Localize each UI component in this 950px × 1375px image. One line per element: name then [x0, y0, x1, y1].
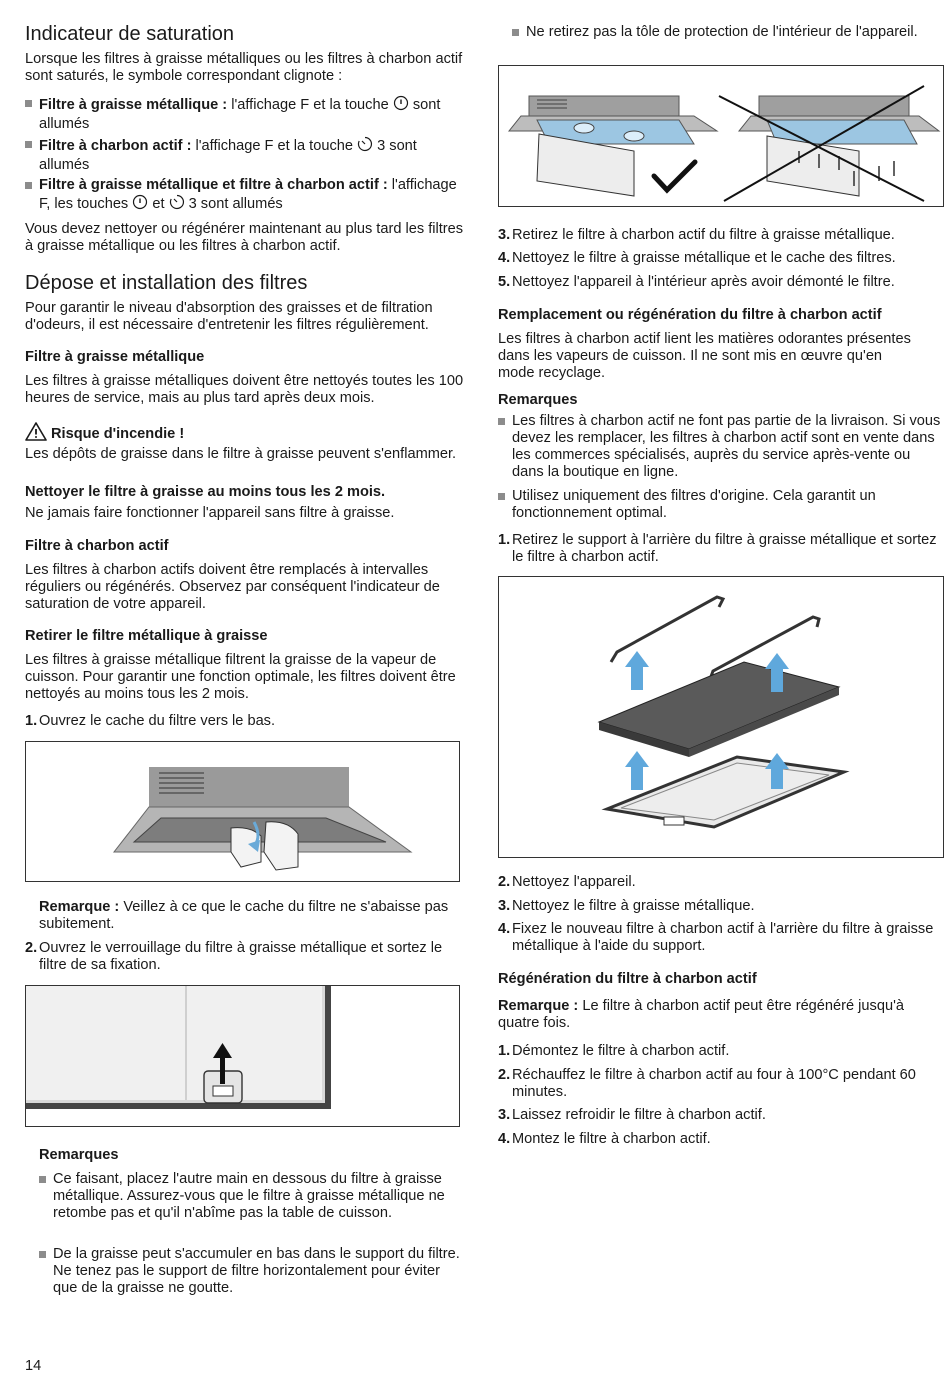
saturation-bullet-both: Filtre à graisse métallique et filtre à charbon actif : l'affichage F, les touches et 3 sont allumés — [25, 177, 468, 215]
remove-grease-filter-text: Les filtres à graisse métallique filtrent la graisse de la vapeur de cuisson. Pour garantir une fonction optimale, les filtres doivent être nettoyés au moins tous les 2 mois. — [25, 652, 456, 702]
heading-grease-filter: Filtre à graisse métallique — [25, 349, 205, 365]
step-2: 2. Ouvrez le verrouillage du filtre à graisse métallique et sortez le filtre de sa fixation. — [25, 940, 443, 973]
regen-step-1: 1. Démontez le filtre à charbon actif. — [498, 1043, 730, 1059]
heading-replace-charcoal: Remplacement ou régénération du filtre à charbon actif — [498, 307, 882, 323]
heading-remarks-left: Remarques — [39, 1147, 119, 1163]
regen-step-4: 4. Montez le filtre à charbon actif. — [498, 1131, 711, 1147]
page-number: 14 — [25, 1358, 42, 1374]
power-key-icon — [132, 194, 148, 215]
remark-right-2: Utilisez uniquement des filtres d'origine. Cela garantit un fonctionnement optimal. — [498, 488, 943, 522]
remark-left-1: Ce faisant, placez l'autre main en dessous du filtre à graisse métallique. Assurez-vous que le filtre à graisse métallique ne retombe pas et qu'il n'abîme pas la table de cuisson. — [39, 1171, 468, 1222]
heading-remove-grease-filter: Retirer le filtre métallique à graisse — [25, 628, 268, 644]
warning-text: Les dépôts de graisse dans le filtre à graisse peuvent s'enflammer. — [25, 446, 457, 462]
checkmark-icon — [654, 162, 695, 190]
saturation-outro: Vous devez nettoyer ou régénérer maintenant au plus tard les filtres à graisse métallique ou les filtres à charbon actif. — [25, 221, 464, 254]
remark-left-2: De la graisse peut s'accumuler en bas dans le support du filtre. Ne tenez pas le support de filtre horizontalement pour éviter que de la graisse ne goutte. — [39, 1246, 468, 1297]
step-4: 4. Nettoyez le filtre à graisse métallique et le cache des filtres. — [498, 250, 896, 266]
timer-key-icon — [169, 194, 185, 215]
warning-triangle-icon — [25, 422, 47, 446]
step-1: 1. Ouvrez le cache du filtre vers le bas. — [25, 713, 276, 729]
replace-step-2: 2. Nettoyez l'appareil. — [498, 874, 636, 890]
timer-key-icon — [357, 136, 373, 157]
heading-charcoal-filter: Filtre à charbon actif — [25, 538, 169, 554]
regen-step-3: 3. Laissez refroidir le filtre à charbon actif. — [498, 1107, 766, 1123]
protection-plate-bullet: Ne retirez pas la tôle de protection de l'intérieur de l'appareil. — [512, 24, 946, 41]
filters-intro: Pour garantir le niveau d'absorption des graisses et de filtration d'odeurs, il est nécessaire d'entretenir les filtres régulièrement. — [25, 300, 433, 333]
replace-charcoal-text: Les filtres à charbon actif lient les matières odorantes présentes dans les vapeurs de cuisson. Il ne sont mis en œuvre qu'en mode recyclage. — [498, 331, 911, 381]
figure-unlock-grease-filter — [25, 985, 460, 1127]
section-title-filters: Dépose et installation des filtres — [25, 272, 308, 294]
replace-step-1: 1. Retirez le support à l'arrière du filtre à graisse métallique et sortez le filtre à charbon actif. — [498, 532, 937, 565]
replace-step-3: 3. Nettoyez le filtre à graisse métallique. — [498, 898, 755, 914]
grease-filter-text: Les filtres à graisse métalliques doivent être nettoyés toutes les 100 heures de service, mais au plus tard après deux mois. — [25, 373, 464, 406]
step-5: 5. Nettoyez l'appareil à l'intérieur après avoir démonté le filtre. — [498, 274, 895, 290]
replace-step-4: 4. Fixez le nouveau filtre à charbon actif à l'arrière du filtre à graisse métallique à l'aide du support. — [498, 921, 934, 954]
figure-open-filter-cover — [25, 741, 460, 882]
power-key-icon — [393, 95, 409, 116]
warning-text-2: Ne jamais faire fonctionner l'appareil sans filtre à graisse. — [25, 505, 395, 521]
saturation-intro: Lorsque les filtres à graisse métalliques ou les filtres à charbon actif sont saturés, le symbole correspondant clignote : — [25, 51, 463, 84]
warning-heading: Risque d'incendie ! — [25, 422, 184, 446]
regeneration-note: Remarque : Le filtre à charbon actif peut être régénéré jusqu'à quatre fois. — [498, 998, 904, 1031]
heading-remarks-right: Remarques — [498, 392, 578, 408]
note-cover: Remarque : Veillez à ce que le cache du filtre ne s'abaisse pas subitement. — [39, 899, 449, 932]
charcoal-filter-text: Les filtres à charbon actifs doivent être remplacés à intervalles réguliers ou régénérés. Observez par conséquent l'indicateur de saturation de votre appareil. — [25, 562, 440, 612]
figure-charcoal-filter-removal — [498, 576, 944, 858]
warning-bold-text: Nettoyer le filtre à graisse au moins tous les 2 mois. — [25, 484, 386, 500]
saturation-bullet-charcoal: Filtre à charbon actif : l'affichage F et la touche 3 sont allumés — [25, 136, 468, 174]
heading-regeneration: Régénération du filtre à charbon actif — [498, 971, 757, 987]
remark-right-1: Les filtres à charbon actif ne font pas partie de la livraison. Si vous devez les remplacer, les filtres à charbon actif sont en vente dans les commerces spécialisés, auprès du service après-vente ou dans la boutique en ligne. — [498, 413, 943, 481]
figure-protection-plate — [498, 65, 944, 207]
step-3: 3. Retirez le filtre à charbon actif du filtre à graisse métallique. — [498, 227, 895, 243]
section-title-saturation: Indicateur de saturation — [25, 23, 235, 45]
saturation-bullet-grease: Filtre à graisse métallique : l'affichage F et la touche sont allumés — [25, 95, 468, 133]
regen-step-2: 2. Réchauffez le filtre à charbon actif au four à 100°C pendant 60 minutes. — [498, 1067, 916, 1100]
